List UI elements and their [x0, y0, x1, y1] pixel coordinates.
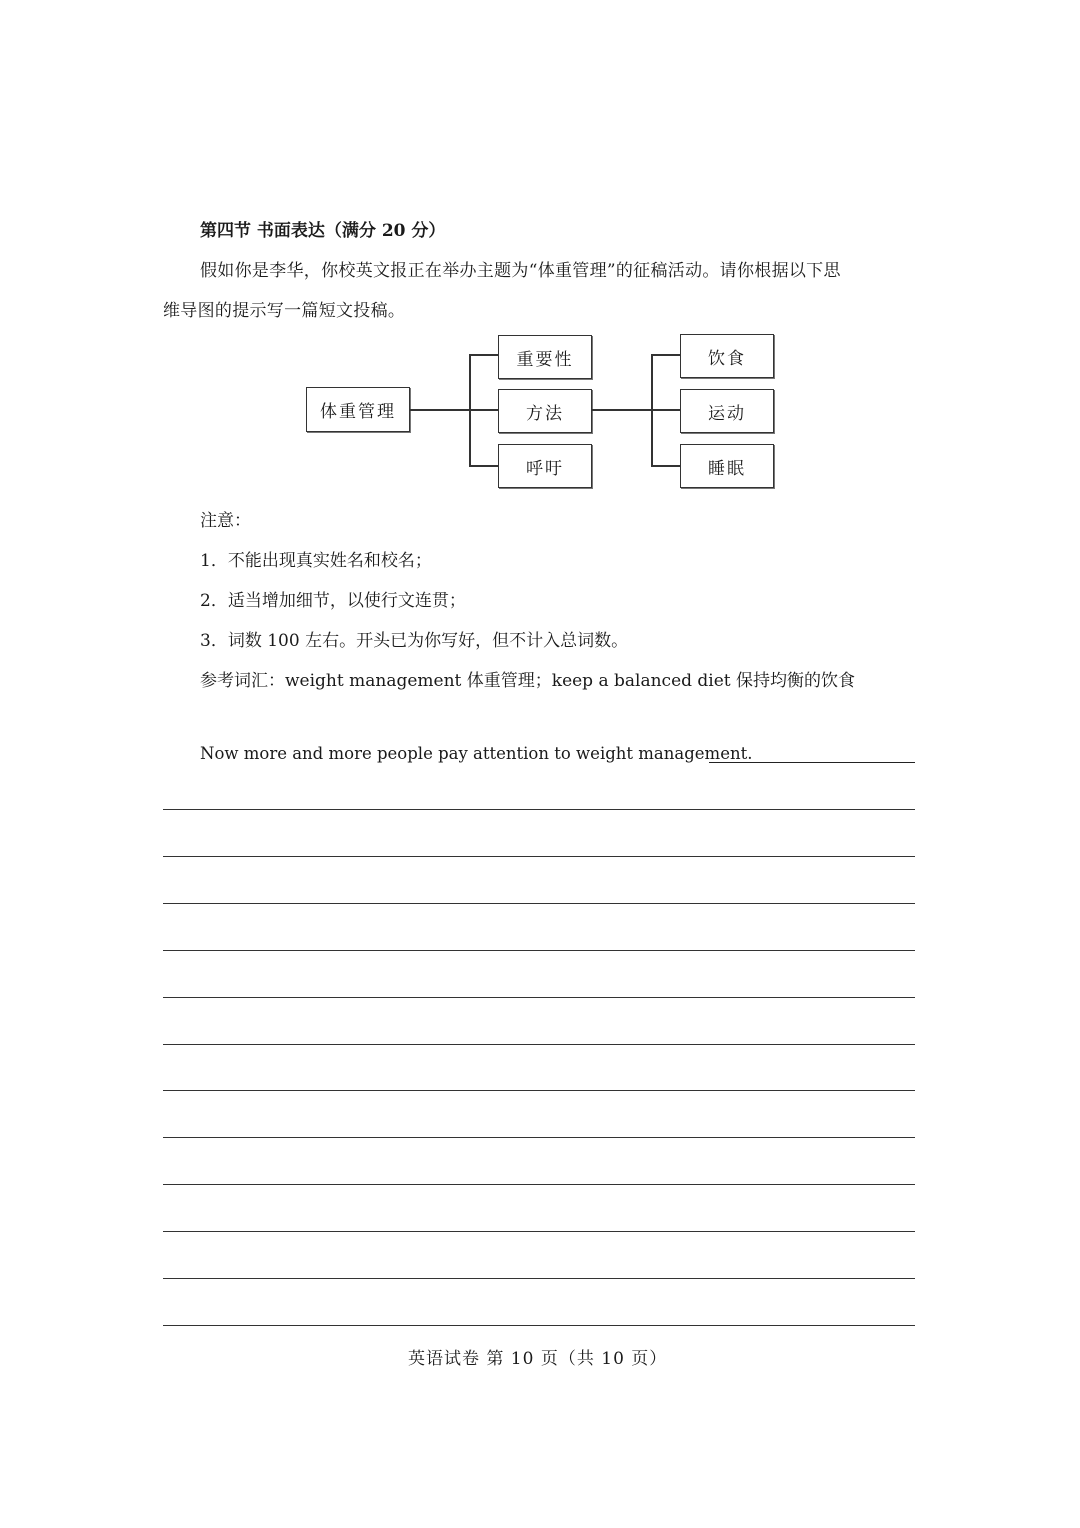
mindmap-connector: [592, 409, 652, 411]
mindmap-sub-exercise: 运动: [680, 389, 774, 433]
note-item: 3．词数 100 左右。开头已为你写好，但不计入总词数。: [200, 631, 629, 651]
writing-line[interactable]: [163, 1184, 915, 1185]
mindmap-connector: [651, 409, 681, 411]
notes-title: 注意：: [200, 511, 251, 531]
section-title: 第四节 书面表达（满分 20 分）: [200, 221, 446, 241]
writing-line[interactable]: [163, 1325, 915, 1326]
writing-line[interactable]: [163, 903, 915, 904]
intro-line-2: 维导图的提示写一篇短文投稿。: [163, 301, 406, 321]
mindmap-connector: [469, 409, 499, 411]
writing-line[interactable]: [163, 997, 915, 998]
page-footer: 英语试卷 第 10 页（共 10 页）: [408, 1349, 668, 1369]
writing-line[interactable]: [163, 809, 915, 810]
writing-line[interactable]: [163, 1137, 915, 1138]
writing-line[interactable]: [163, 1278, 915, 1279]
reference-vocabulary: 参考词汇：weight management 体重管理；keep a balanced diet 保持均衡的饮食: [200, 671, 856, 691]
writing-blank[interactable]: [709, 762, 915, 763]
writing-line[interactable]: [163, 950, 915, 951]
writing-line[interactable]: [163, 856, 915, 857]
mindmap-branch-methods: 方法: [498, 389, 592, 433]
mindmap-branch-appeal: 呼吁: [498, 444, 592, 488]
writing-line[interactable]: [163, 1044, 915, 1045]
mindmap-sub-diet: 饮食: [680, 334, 774, 378]
essay-opening-sentence: Now more and more people pay attention to weight management.: [200, 744, 753, 763]
mindmap-connector: [651, 465, 681, 467]
writing-line[interactable]: [163, 1090, 915, 1091]
mindmap-sub-sleep: 睡眠: [680, 444, 774, 488]
mindmap-connector: [651, 354, 681, 356]
mindmap-connector: [410, 409, 470, 411]
note-item: 1．不能出现真实姓名和校名；: [200, 551, 432, 571]
mindmap-connector: [469, 354, 499, 356]
note-item: 2．适当增加细节，以使行文连贯；: [200, 591, 466, 611]
intro-line-1: 假如你是李华，你校英文报正在举办主题为“体重管理”的征稿活动。请你根据以下思: [200, 261, 841, 281]
mindmap-root-node: 体重管理: [306, 387, 410, 432]
mindmap-connector: [469, 465, 499, 467]
writing-line[interactable]: [163, 1231, 915, 1232]
mindmap-branch-importance: 重要性: [498, 335, 592, 379]
